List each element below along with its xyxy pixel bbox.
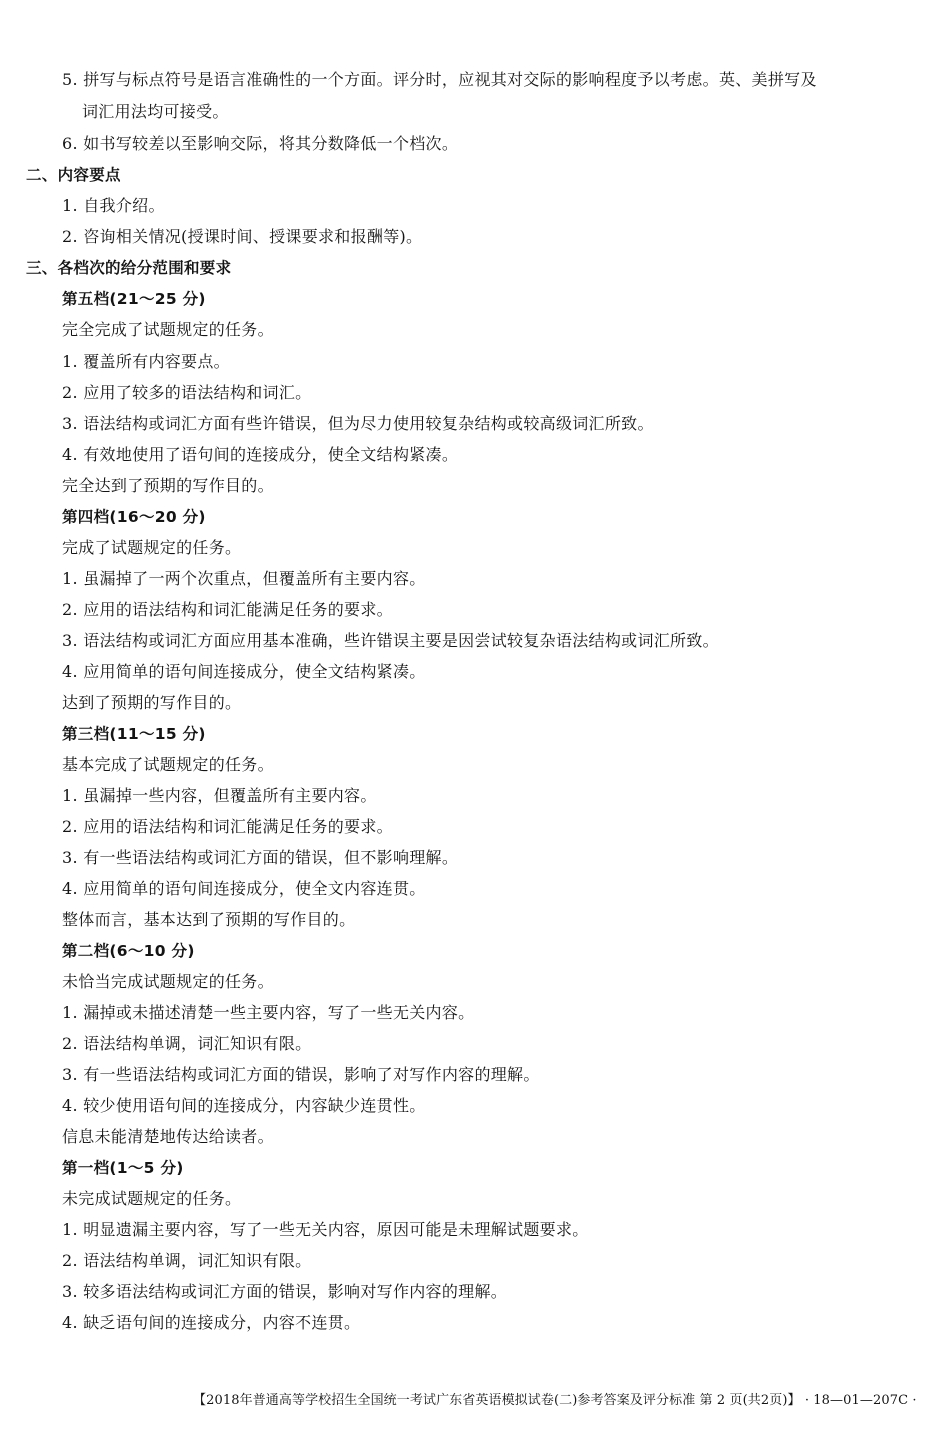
- tier-2-item: 4. 较少使用语句间的连接成分，内容缺少连贯性。: [62, 1096, 426, 1115]
- tier-5-item: 1. 覆盖所有内容要点。: [62, 352, 230, 371]
- tier-1-item: 4. 缺乏语句间的连接成分，内容不连贯。: [62, 1313, 361, 1332]
- tier-5-conclusion: 完全达到了预期的写作目的。: [62, 476, 274, 495]
- tier-5-summary: 完全完成了试题规定的任务。: [62, 320, 274, 339]
- tier-3-item: 3. 有一些语法结构或词汇方面的错误，但不影响理解。: [62, 848, 459, 867]
- tier-4-item: 4. 应用简单的语句间连接成分，使全文结构紧凑。: [62, 662, 426, 681]
- tier-3-summary: 基本完成了试题规定的任务。: [62, 755, 274, 774]
- tier-4-title: 第四档(16～20 分): [62, 508, 206, 526]
- tier-3-conclusion: 整体而言，基本达到了预期的写作目的。: [62, 910, 356, 929]
- tier-2-summary: 未恰当完成试题规定的任务。: [62, 972, 274, 991]
- page-footer: 【2018年普通高等学校招生全国统一考试广东省英语模拟试卷(二)参考答案及评分标准 第 2 页(共2页)】 · 18—01—207C ·: [193, 1393, 917, 1408]
- section-2-heading: 二、内容要点: [26, 166, 121, 184]
- rule-item-5-line-2: 词汇用法均可接受。: [82, 102, 229, 121]
- tier-5-title: 第五档(21～25 分): [62, 290, 206, 308]
- tier-1-item: 1. 明显遗漏主要内容，写了一些无关内容，原因可能是未理解试题要求。: [62, 1220, 589, 1239]
- tier-4-conclusion: 达到了预期的写作目的。: [62, 693, 242, 712]
- tier-1-item: 2. 语法结构单调，词汇知识有限。: [62, 1251, 312, 1270]
- tier-2-item: 3. 有一些语法结构或词汇方面的错误，影响了对写作内容的理解。: [62, 1065, 540, 1084]
- rule-item-5-line-1: 5. 拼写与标点符号是语言准确性的一个方面。评分时，应视其对交际的影响程度予以考虑。英、美拼写及: [62, 70, 817, 89]
- rule-item-6: 6. 如书写较差以至影响交际，将其分数降低一个档次。: [62, 134, 459, 153]
- tier-4-summary: 完成了试题规定的任务。: [62, 538, 242, 557]
- content-point: 1. 自我介绍。: [62, 196, 165, 215]
- tier-4-item: 2. 应用的语法结构和词汇能满足任务的要求。: [62, 600, 393, 619]
- tier-1-summary: 未完成试题规定的任务。: [62, 1189, 242, 1208]
- tier-3-item: 2. 应用的语法结构和词汇能满足任务的要求。: [62, 817, 393, 836]
- content-point: 2. 咨询相关情况(授课时间、授课要求和报酬等)。: [62, 227, 423, 246]
- section-3-heading: 三、各档次的给分范围和要求: [26, 259, 232, 277]
- tier-3-title: 第三档(11～15 分): [62, 725, 206, 743]
- tier-3-item: 4. 应用简单的语句间连接成分，使全文内容连贯。: [62, 879, 426, 898]
- tier-4-item: 1. 虽漏掉了一两个次重点，但覆盖所有主要内容。: [62, 569, 426, 588]
- tier-5-item: 4. 有效地使用了语句间的连接成分，使全文结构紧凑。: [62, 445, 459, 464]
- tier-5-item: 2. 应用了较多的语法结构和词汇。: [62, 383, 312, 402]
- tier-2-item: 1. 漏掉或未描述清楚一些主要内容，写了一些无关内容。: [62, 1003, 475, 1022]
- tier-5-item: 3. 语法结构或词汇方面有些许错误，但为尽力使用较复杂结构或较高级词汇所致。: [62, 414, 654, 433]
- tier-1-item: 3. 较多语法结构或词汇方面的错误，影响对写作内容的理解。: [62, 1282, 508, 1301]
- tier-4-item: 3. 语法结构或词汇方面应用基本准确，些许错误主要是因尝试较复杂语法结构或词汇所致。: [62, 631, 719, 650]
- tier-2-item: 2. 语法结构单调，词汇知识有限。: [62, 1034, 312, 1053]
- tier-3-item: 1. 虽漏掉一些内容，但覆盖所有主要内容。: [62, 786, 377, 805]
- tier-2-conclusion: 信息未能清楚地传达给读者。: [62, 1127, 274, 1146]
- tier-1-title: 第一档(1～5 分): [62, 1159, 184, 1177]
- tier-2-title: 第二档(6～10 分): [62, 942, 195, 960]
